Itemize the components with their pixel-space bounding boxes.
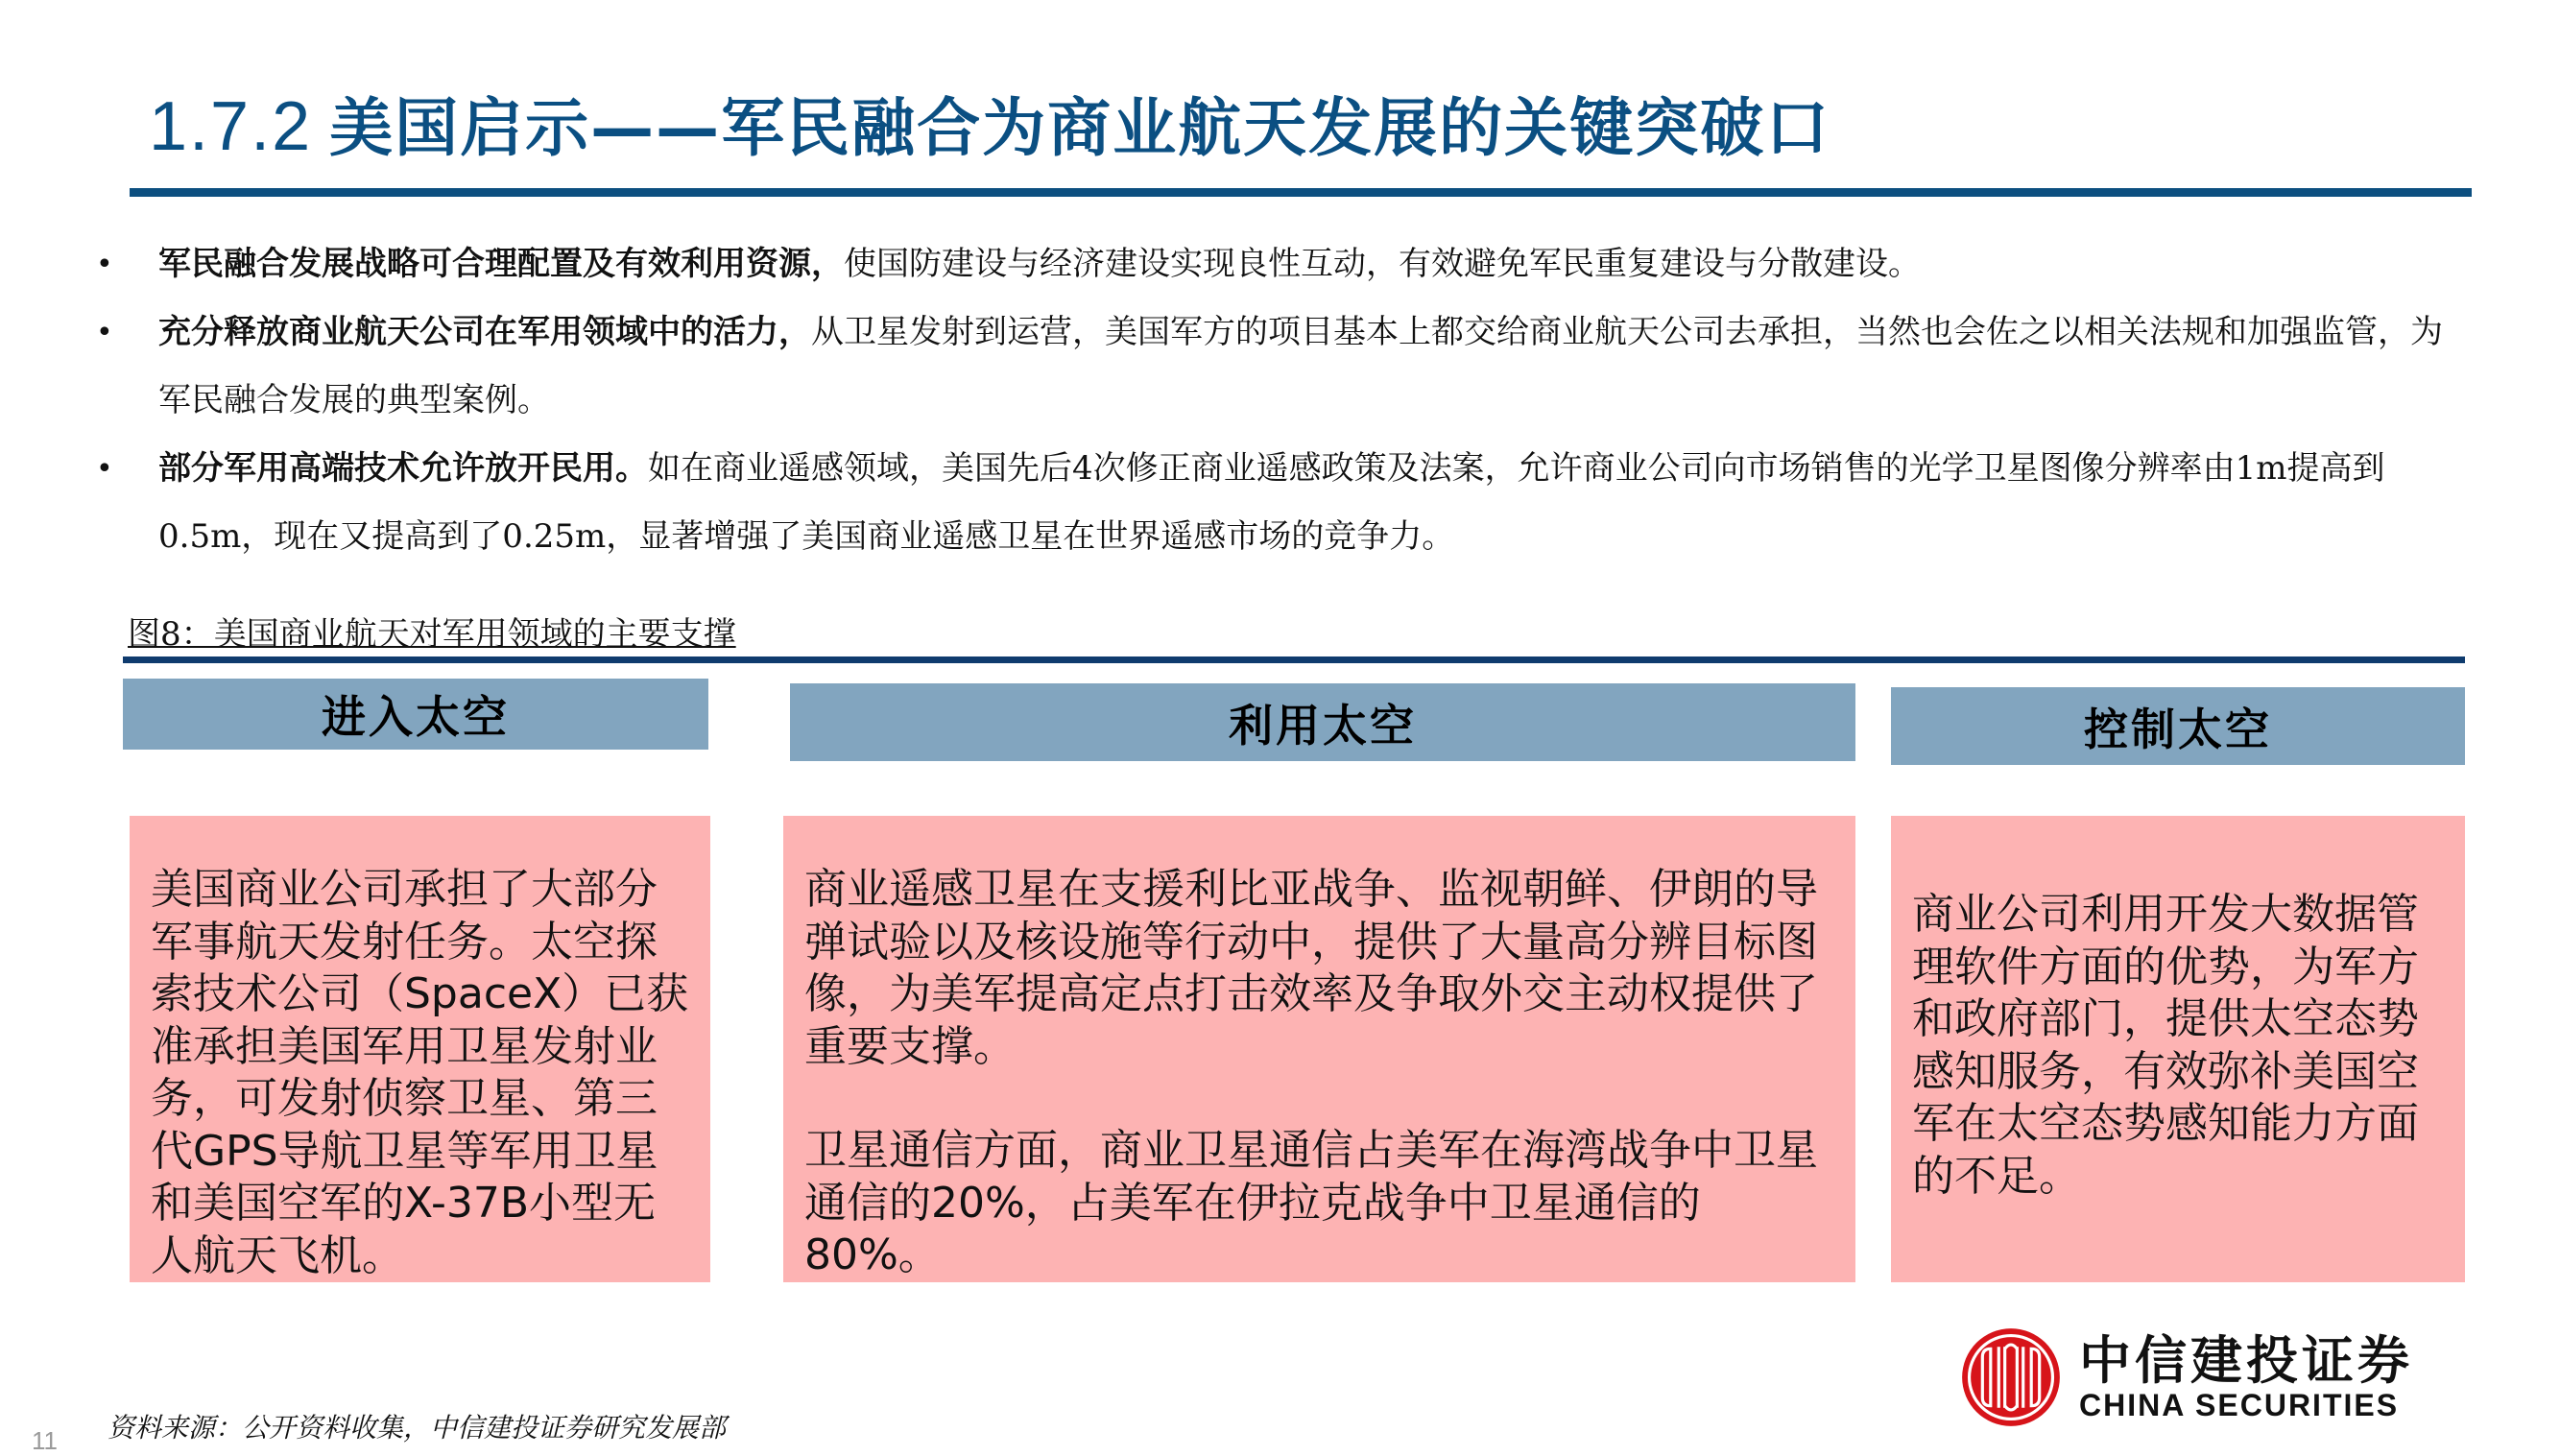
caption-divider xyxy=(123,656,2465,663)
bullet-list xyxy=(91,230,2472,571)
content-box-control-space xyxy=(1891,816,2465,1282)
content-paragraph: 商业公司利用开发大数据管理软件方面的优势，为军方和政府部门，提供太空态势感知服务，有效弥补美国空军在太空态势感知能力方面的不足。 xyxy=(1912,890,2419,1201)
logo-chinese-name: 中信建投证券 xyxy=(2079,1329,2413,1391)
bullet-bold-lead: 充分释放商业航天公司在军用领域中的活力， xyxy=(158,313,811,351)
bullet-dot-icon: • xyxy=(96,248,113,281)
bullet-dot-icon: • xyxy=(96,452,113,486)
content-paragraph: 商业遥感卫星在支援利比亚战争、监视朝鲜、伊朗的导弹试验以及核设施等行动中，提供了大量高分辨目标图像，为美军提高定点打击效率及争取外交主动权提供了重要支撑。 xyxy=(804,865,1818,1071)
content-paragraph: 美国商业公司承担了大部分军事航天发射任务。太空探索技术公司（SpaceX）已获准承担美国军用卫星发射业务，可发射侦察卫星、第三代GPS导航卫星等军用卫星和美国空军的X-37B小型无人航天飞机。 xyxy=(151,865,689,1280)
bullet-bold-lead: 军民融合发展战略可合理配置及有效利用资源， xyxy=(158,245,844,283)
source-note: 资料来源：公开资料收集，中信建投证券研究发展部 xyxy=(108,1412,727,1444)
bullet-item xyxy=(91,435,2472,571)
logo-english-name: CHINA SECURITIES xyxy=(2079,1388,2400,1422)
content-box-enter-space xyxy=(130,816,710,1282)
bullet-text: 使国防建设与经济建设实现良性互动，有效避免军民重复建设与分散建设。 xyxy=(844,245,1921,283)
page-number: 11 xyxy=(32,1426,58,1455)
heading-label: 利用太空 xyxy=(1229,699,1417,752)
content-paragraph: 卫星通信方面，商业卫星通信占美军在海湾战争中卫星通信的20%，占美军在伊拉克战争中卫星通信的80%。 xyxy=(804,1126,1818,1279)
bullet-dot-icon: • xyxy=(96,316,113,349)
title-text: 美国启示——军民融合为商业航天发展的关键突破口 xyxy=(329,91,1831,165)
heading-use-space xyxy=(790,683,1855,761)
title-divider xyxy=(130,188,2472,197)
company-logo xyxy=(1960,1326,2483,1428)
bullet-text: 从卫星发射到运营，美国军方的项目基本上都交给商业航天公司去承担，当然也会佐之以相关法规和加强监管，为军民融合发展的典型案例。 xyxy=(158,313,2443,419)
citic-logo-icon xyxy=(1960,1326,2062,1428)
heading-control-space xyxy=(1891,687,2465,765)
bullet-item xyxy=(91,230,2472,298)
heading-enter-space xyxy=(123,679,708,750)
content-box-use-space xyxy=(783,816,1855,1282)
bullet-bold-lead: 部分军用高端技术允许放开民用。 xyxy=(158,449,648,488)
heading-label: 进入太空 xyxy=(322,691,510,743)
figure-caption: 图8：美国商业航天对军用领域的主要支撑 xyxy=(128,615,736,654)
bullet-text: 如在商业遥感领域，美国先后4次修正商业遥感政策及法案，允许商业公司向市场销售的光学卫星图像分辨率由1m提高到0.5m，现在又提高到了0.25m，显著增强了美国商业遥感卫星在世界遥感市场的竞争力。 xyxy=(158,449,2385,556)
bullet-item xyxy=(91,298,2472,435)
section-number: 1.7.2 xyxy=(149,88,313,165)
heading-label: 控制太空 xyxy=(2084,703,2272,755)
page-title xyxy=(149,88,1830,167)
